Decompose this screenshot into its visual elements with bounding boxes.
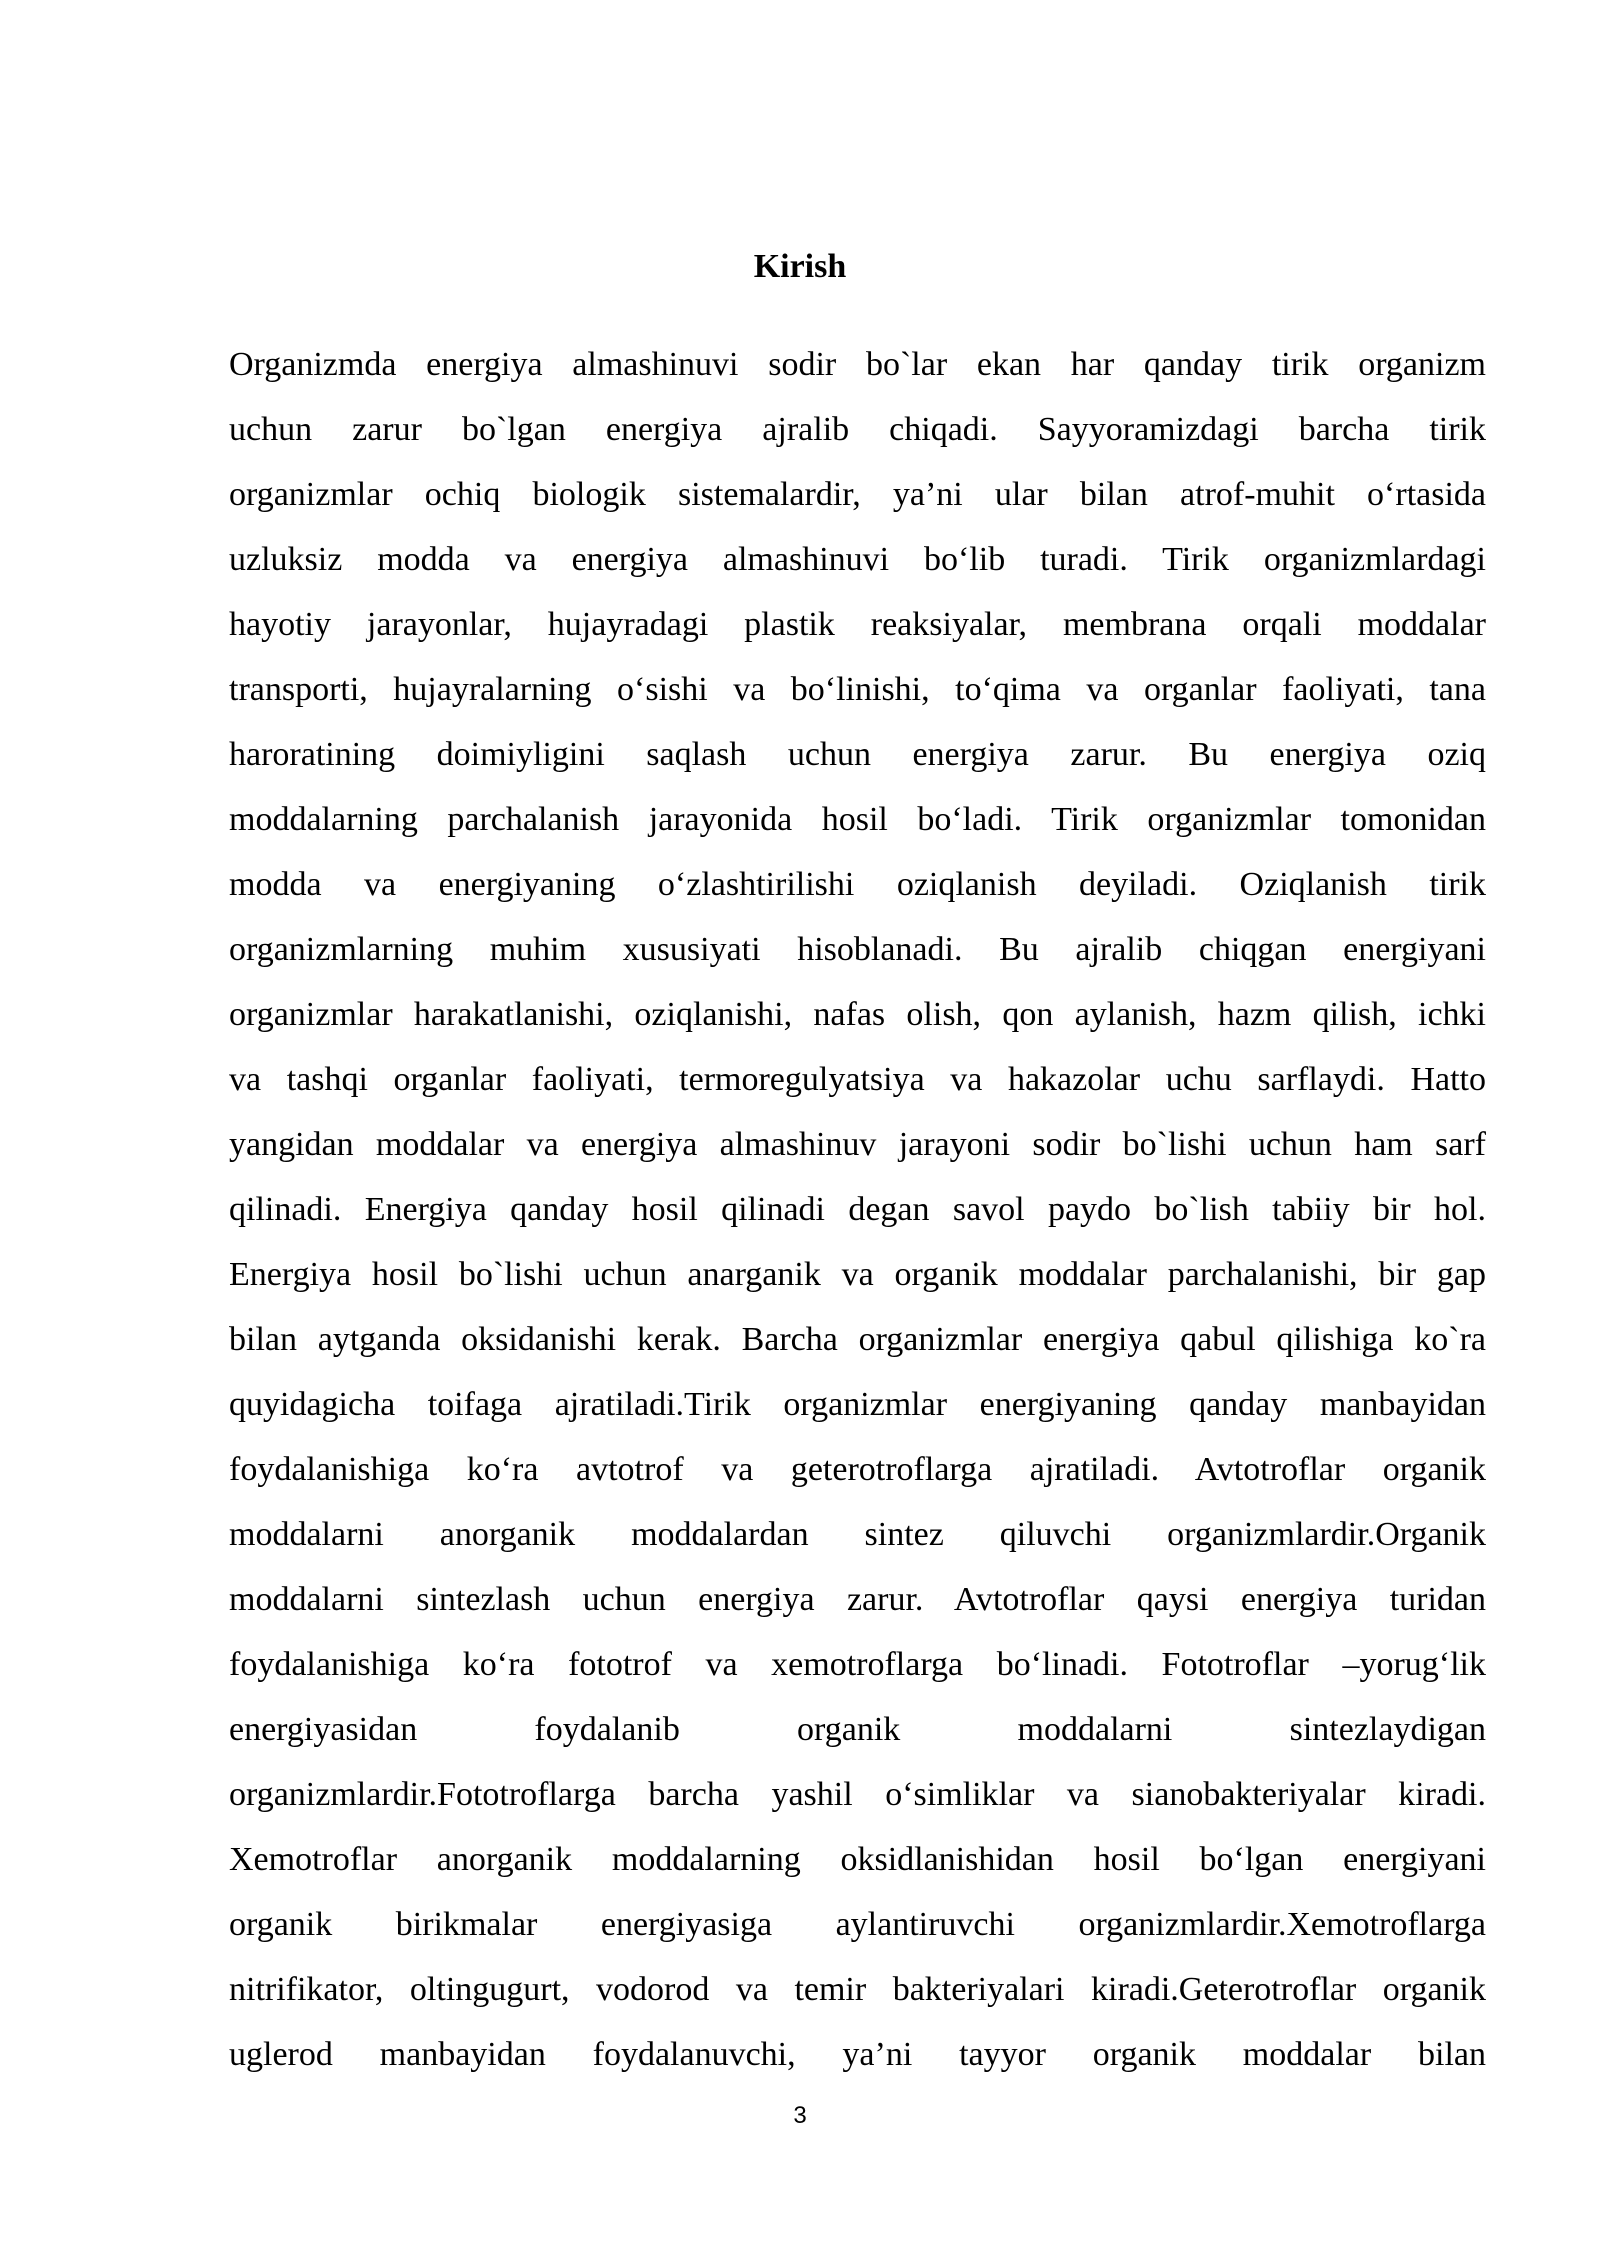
text-line: Energiya hosil bo`lishi uchun anarganik va organik moddalar parchalanishi, bir gap — [229, 1256, 1486, 1293]
page-number: 3 — [793, 2102, 807, 2129]
text-line: yangidan moddalar va energiya almashinuv jarayoni sodir bo`lishi uchun ham sarf — [229, 1126, 1486, 1163]
text-line: uchun zarur bo`lgan energiya ajralib chiqadi. Sayyoramizdagi barcha tirik — [229, 411, 1486, 448]
text-line: organizmlarning muhim xususiyati hisoblanadi. Bu ajralib chiqgan energiyani — [229, 931, 1486, 968]
text-line: organik birikmalar energiyasiga aylantiruvchi organizmlardir.Xemotroflarga — [229, 1906, 1486, 1943]
text-line: Xemotroflar anorganik moddalarning oksidlanishidan hosil bo‘lgan energiyani — [229, 1841, 1486, 1878]
text-line: foydalanishiga ko‘ra fototrof va xemotroflarga bo‘linadi. Fototroflar –yorug‘lik — [229, 1646, 1486, 1683]
text-line: uzluksiz modda va energiya almashinuvi bo‘lib turadi. Tirik organizmlardagi — [229, 541, 1486, 578]
text-line: va tashqi organlar faoliyati, termoregulyatsiya va hakazolar uchu sarflaydi. Hatto — [229, 1061, 1486, 1098]
text-line: foydalanishiga ko‘ra avtotrof va geterotroflarga ajratiladi. Avtotroflar organik — [229, 1451, 1486, 1488]
text-line: organizmlar ochiq biologik sistemalardir, ya’ni ular bilan atrof-muhit o‘rtasida — [229, 476, 1486, 513]
text-line: modda va energiyaning o‘zlashtirilishi oziqlanish deyiladi. Oziqlanish tirik — [229, 866, 1486, 903]
text-line: moddalarning parchalanish jarayonida hosil bo‘ladi. Tirik organizmlar tomonidan — [229, 801, 1486, 838]
text-line: quyidagicha toifaga ajratiladi.Tirik organizmlar energiyaning qanday manbayidan — [229, 1386, 1486, 1423]
text-line: Organizmda energiya almashinuvi sodir bo`lar ekan har qanday tirik organizm — [229, 346, 1486, 383]
body-paragraph — [229, 332, 1486, 2087]
text-line: moddalarni anorganik moddalardan sintez qiluvchi organizmlardir.Organik — [229, 1516, 1486, 1553]
page-title: Kirish — [753, 248, 847, 285]
text-line: qilinadi. Energiya qanday hosil qilinadi degan savol paydo bo`lish tabiiy bir hol. — [229, 1191, 1486, 1228]
text-line: moddalarni sintezlash uchun energiya zarur. Avtotroflar qaysi energiya turidan — [229, 1581, 1486, 1618]
text-line: haroratining doimiyligini saqlash uchun energiya zarur. Bu energiya oziq — [229, 736, 1486, 773]
text-line: bilan aytganda oksidanishi kerak. Barcha organizmlar energiya qabul qilishiga ko`ra — [229, 1321, 1486, 1358]
text-line: uglerod manbayidan foydalanuvchi, ya’ni tayyor organik moddalar bilan — [229, 2036, 1486, 2073]
text-line: nitrifikator, oltingugurt, vodorod va temir bakteriyalari kiradi.Geterotroflar organik — [229, 1971, 1486, 2008]
text-line: energiyasidan foydalanib organik moddalarni sintezlaydigan — [229, 1711, 1486, 1748]
text-line: organizmlardir.Fototroflarga barcha yashil o‘simliklar va sianobakteriyalar kiradi. — [229, 1776, 1486, 1813]
text-line: hayotiy jarayonlar, hujayradagi plastik reaksiyalar, membrana orqali moddalar — [229, 606, 1486, 643]
text-line: transporti, hujayralarning o‘sishi va bo‘linishi, to‘qima va organlar faoliyati, tana — [229, 671, 1486, 708]
text-line: organizmlar harakatlanishi, oziqlanishi, nafas olish, qon aylanish, hazm qilish, ichki — [229, 996, 1486, 1033]
